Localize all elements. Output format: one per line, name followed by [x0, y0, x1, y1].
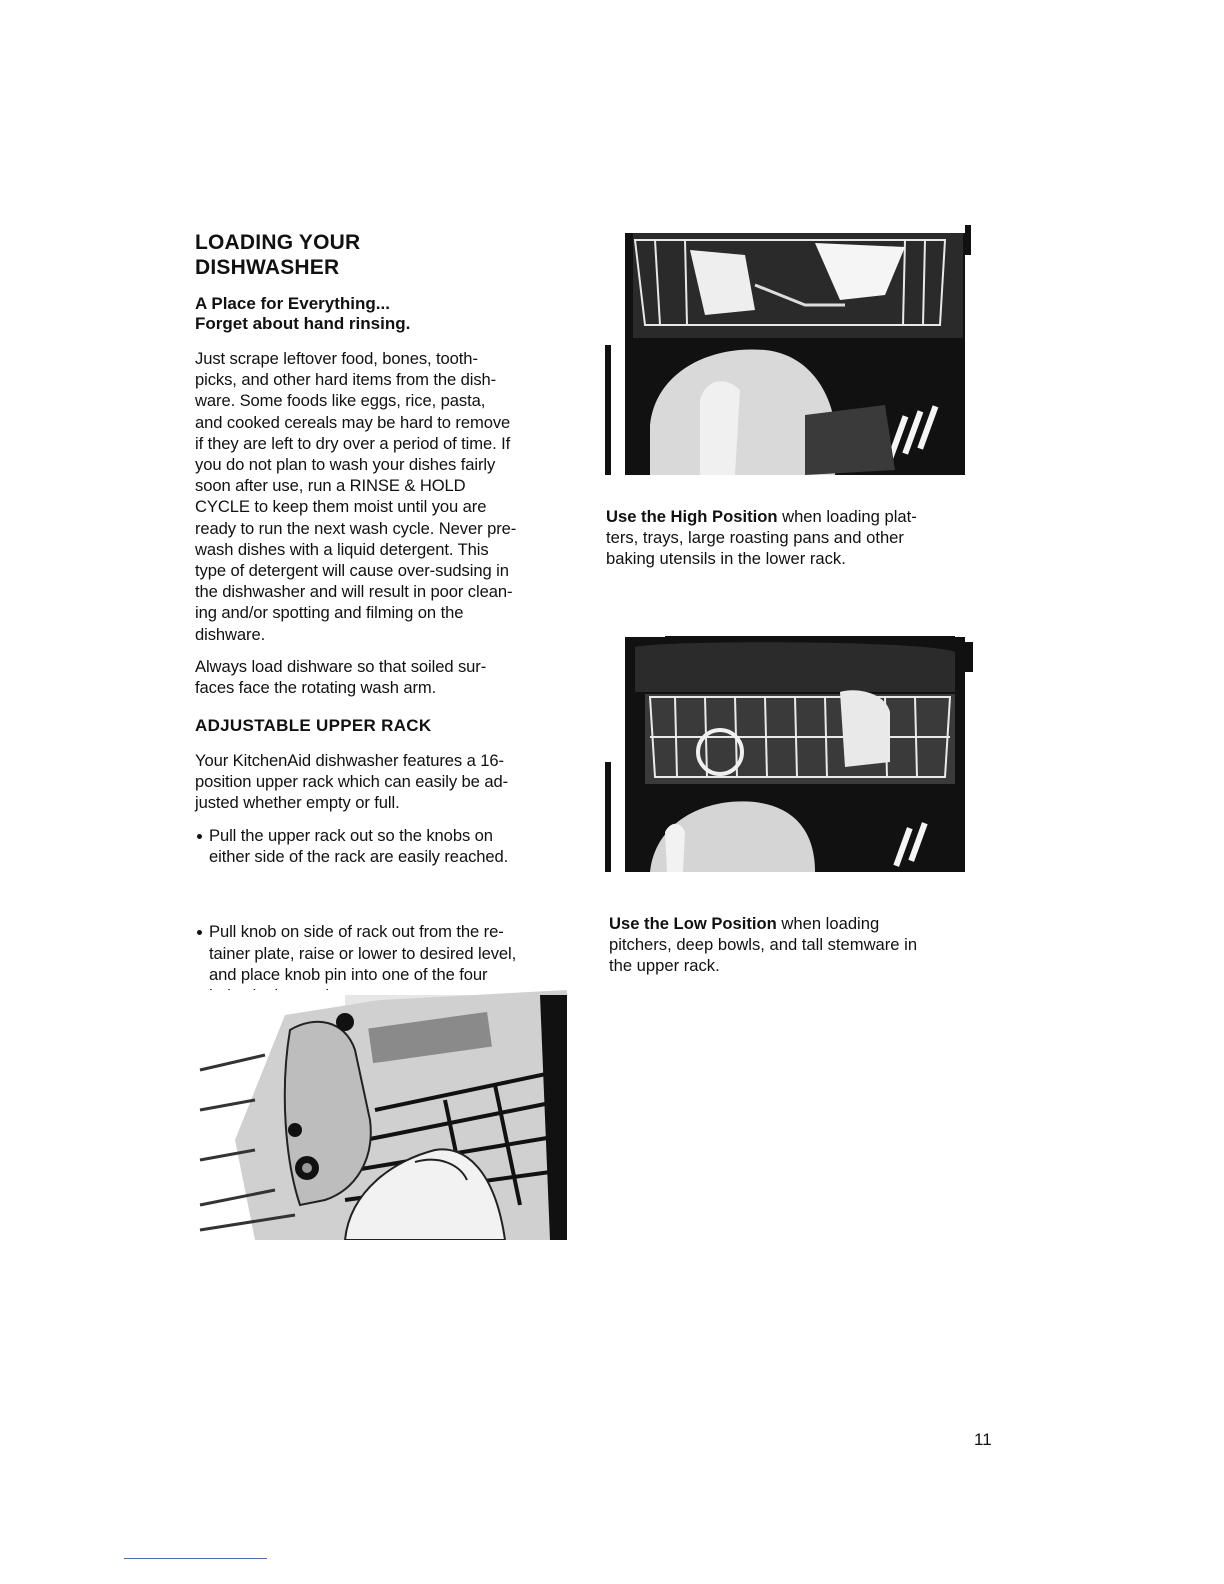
text-line: and place knob pin into one of the four [209, 964, 488, 984]
page-title-line-1: LOADING YOUR [195, 231, 361, 254]
rack-paragraph [195, 750, 575, 814]
text-line: Pull the upper rack out so the knobs on [209, 826, 493, 845]
footer-rule [124, 1558, 267, 1559]
text-line: Always load dishware so that soiled sur- [195, 657, 487, 676]
text-line: type of detergent will cause over-sudsing in [195, 561, 509, 581]
caption-line: baking utensils in the lower rack. [606, 549, 846, 569]
caption-text: when loading [776, 914, 880, 933]
page-title-line-2: DISHWASHER [195, 256, 340, 279]
intro-paragraph [195, 348, 575, 645]
subheading-line-2: Forget about hand rinsing. [195, 314, 411, 333]
bullet-item-1 [195, 825, 589, 867]
text-line: if they are left to dry over a period of time. If [195, 433, 511, 453]
caption-line: ters, trays, large roasting pans and other [606, 528, 904, 548]
section-heading: ADJUSTABLE UPPER RACK [195, 716, 432, 735]
text-line: Your KitchenAid dishwasher features a 16- [195, 751, 504, 770]
soiled-surfaces-paragraph [195, 656, 575, 698]
page-title [195, 230, 360, 280]
text-line: either side of the rack are easily reached. [209, 847, 509, 867]
subheading-line-1: A Place for Everything... [195, 294, 390, 313]
text-line: wash dishes with a liquid detergent. This [195, 539, 489, 559]
text-line: soon after use, run a RINSE & HOLD [195, 476, 466, 496]
text-line: position upper rack which can easily be ad- [195, 772, 508, 792]
text-line: and cooked cereals may be hard to remove [195, 412, 511, 432]
low-position-photo [605, 632, 977, 872]
caption-line: pitchers, deep bowls, and tall stemware in [609, 935, 918, 955]
text-line: justed whether empty or full. [195, 793, 400, 813]
text-line: CYCLE to keep them moist until you are [195, 497, 487, 517]
caption-line: the upper rack. [609, 956, 720, 976]
caption-bold: Use the Low Position [609, 914, 777, 933]
caption-text: when loading plat- [777, 507, 917, 526]
caption-line [606, 506, 986, 527]
caption-line [609, 913, 989, 934]
text-line: ready to run the next wash cycle. Never pre- [195, 518, 517, 538]
text-line: the dishwasher and will result in poor clean- [195, 582, 513, 602]
knob-adjustment-photo [195, 990, 567, 1240]
low-position-caption [609, 913, 989, 977]
high-position-caption [606, 506, 986, 570]
high-position-photo [605, 225, 977, 475]
text-line: Just scrape leftover food, bones, tooth- [195, 349, 478, 368]
subheading [195, 294, 410, 334]
text-line: dishware. [195, 624, 266, 644]
text-line: you do not plan to wash your dishes fairly [195, 455, 496, 475]
text-line: Pull knob on side of rack out from the re- [209, 922, 504, 942]
text-line: picks, and other hard items from the dish- [195, 370, 497, 390]
text-line: ware. Some foods like eggs, rice, pasta, [195, 391, 486, 411]
caption-bold: Use the High Position [606, 507, 778, 526]
text-line: ing and/or spotting and filming on the [195, 603, 464, 623]
page-number: 11 [974, 1430, 992, 1449]
text-line: faces face the rotating wash arm. [195, 678, 437, 698]
text-line: tainer plate, raise or lower to desired level, [209, 943, 517, 963]
